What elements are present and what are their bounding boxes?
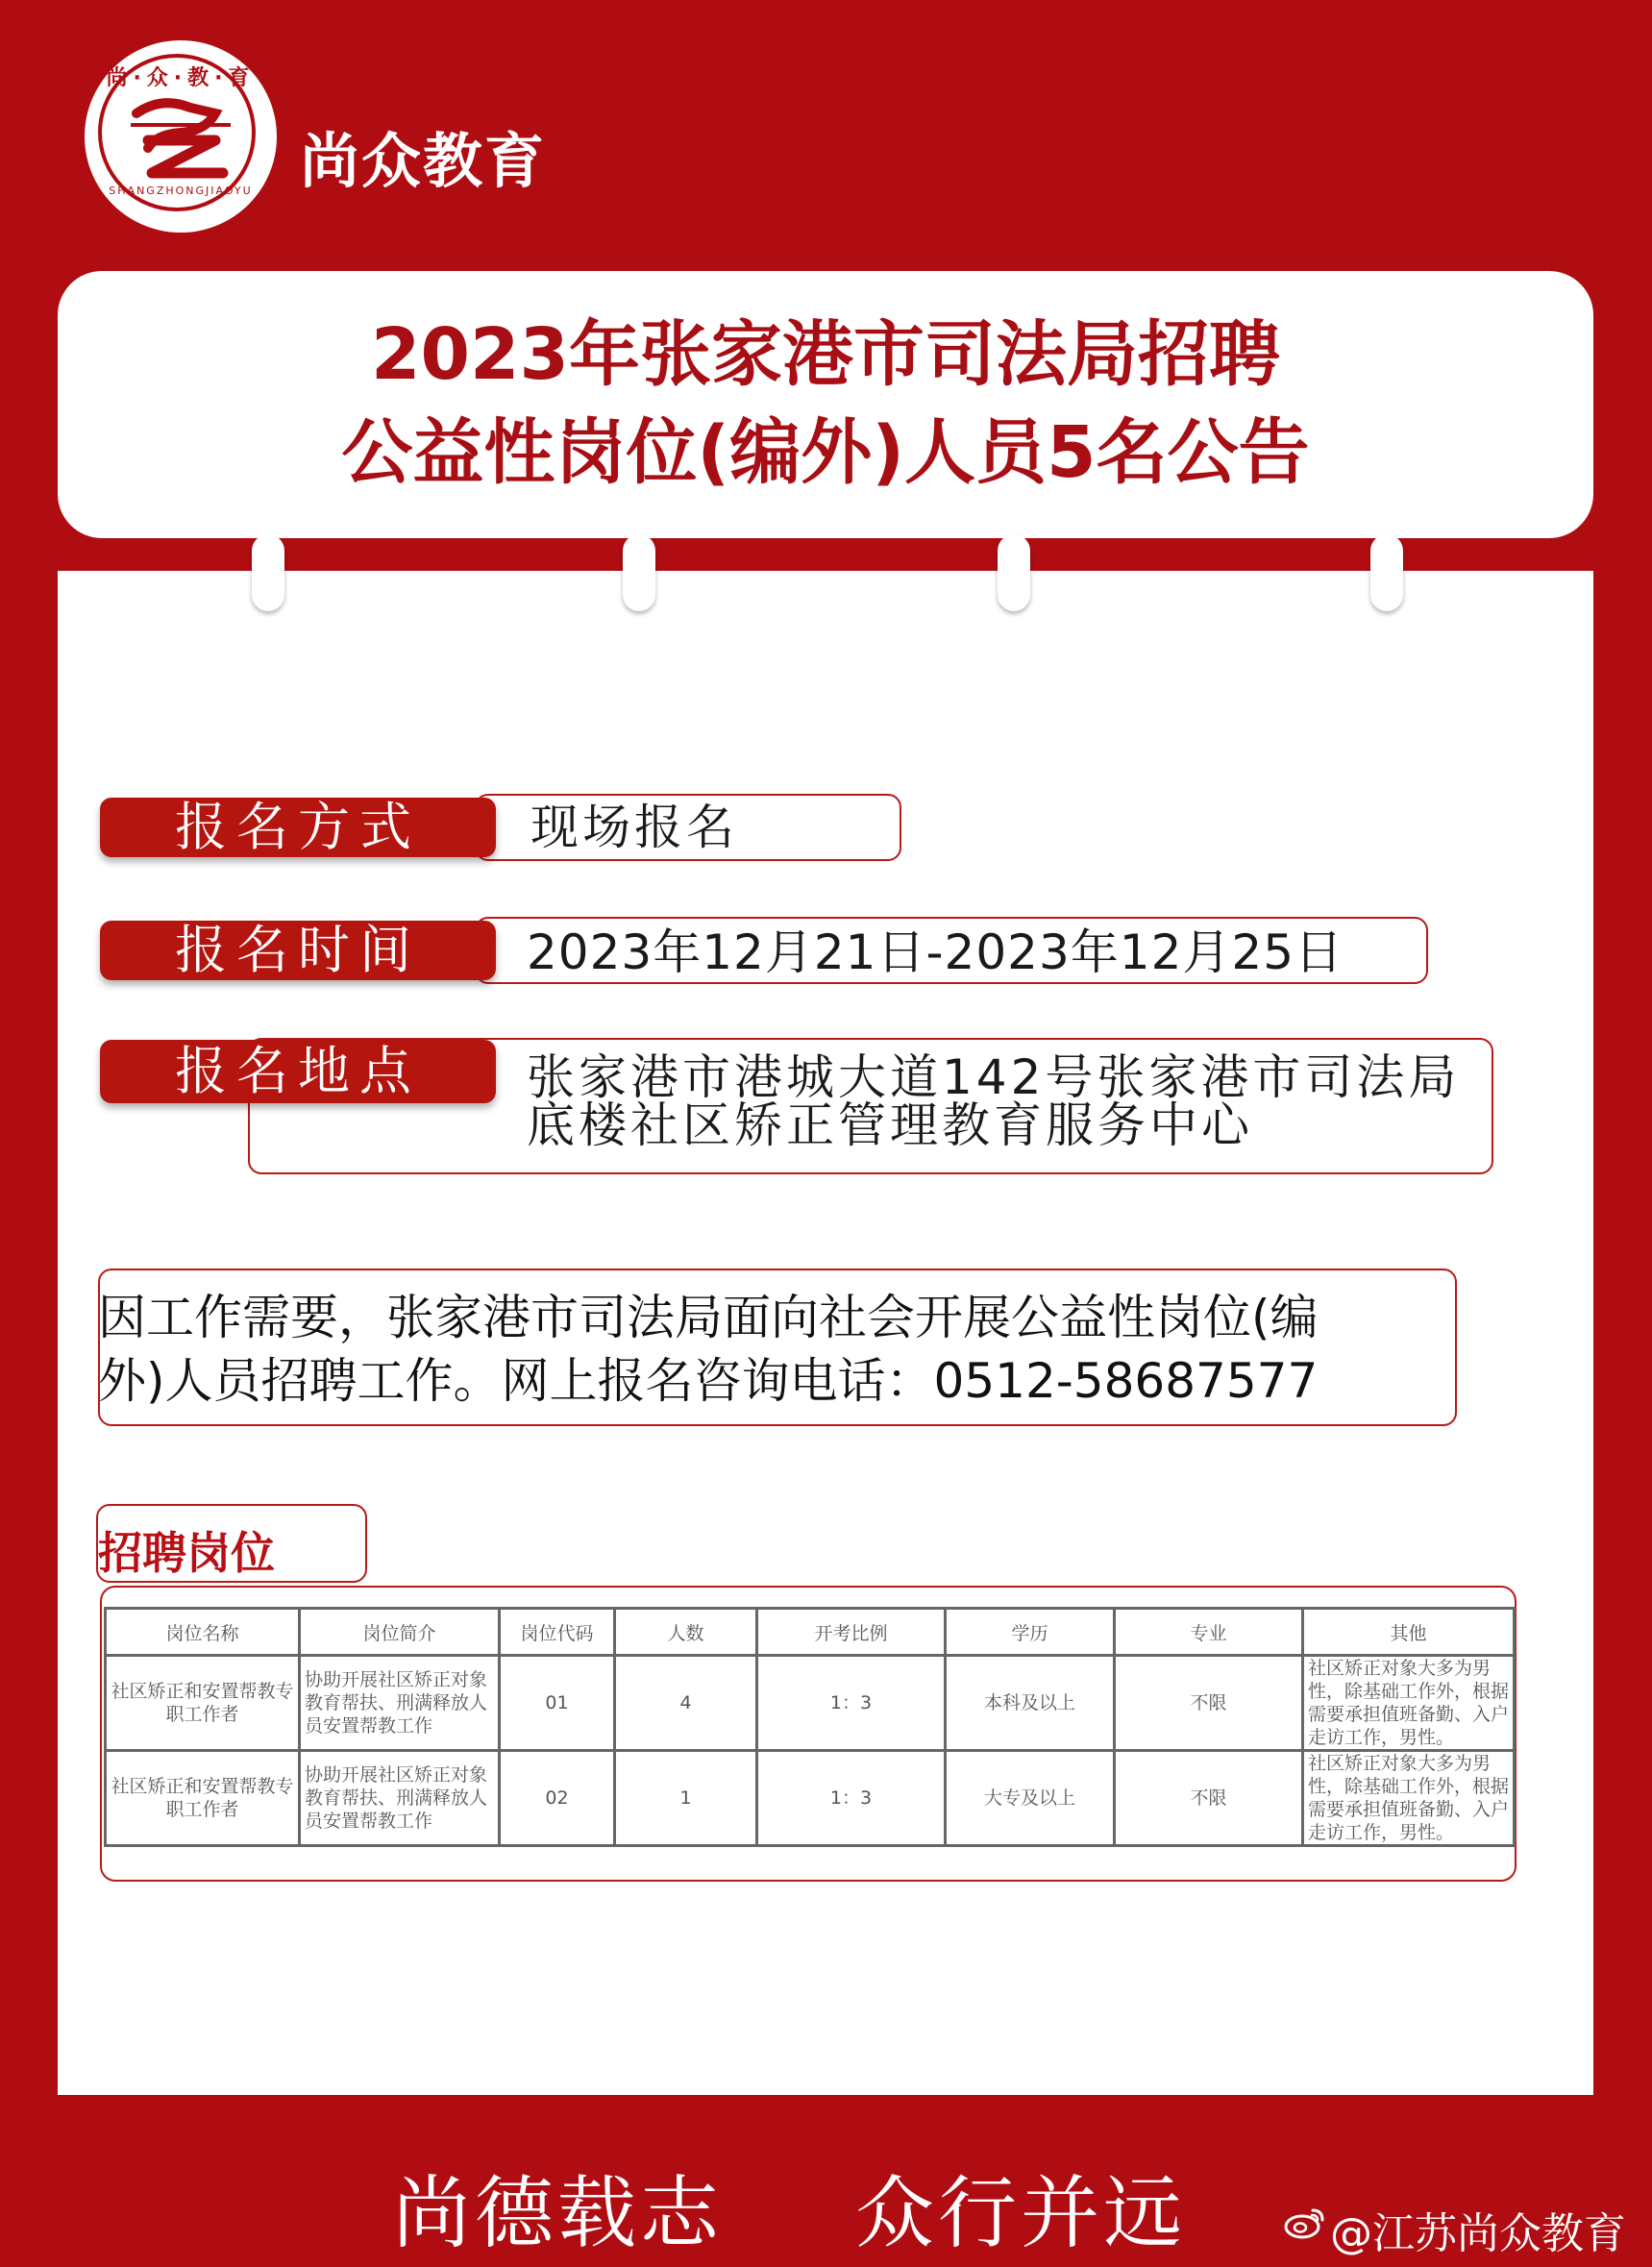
cell-other: 社区矫正对象大多为男性，除基础工作外，根据需要承担值班备勤、入户走访工作，男性。 xyxy=(1303,1751,1515,1846)
binder-tab xyxy=(252,534,284,611)
cell-major: 不限 xyxy=(1115,1656,1303,1751)
intro-text xyxy=(98,1286,1463,1413)
time-label: 报名时间 xyxy=(100,921,496,980)
title-card xyxy=(58,271,1593,538)
header-cell: 岗位简介 xyxy=(300,1609,500,1656)
job-table xyxy=(104,1607,1516,1847)
method-label: 报名方式 xyxy=(100,798,496,857)
intro-line-2: 外)人员招聘工作。网上报名咨询电话：0512-58687577 xyxy=(98,1353,1319,1409)
footer-slogan-2: 众行并远 xyxy=(855,2168,1187,2259)
binder-tab xyxy=(623,534,655,611)
place-value-line-1: 张家港市港城大道142号张家港市司法局 xyxy=(527,1049,1461,1105)
binder-tab xyxy=(1370,534,1403,611)
intro-line-1: 因工作需要，张家港市司法局面向社会开展公益性岗位(编 xyxy=(98,1290,1319,1345)
table-header-row xyxy=(106,1609,1515,1656)
cell-exam-ratio: 1：3 xyxy=(757,1656,946,1751)
cell-position-code: 02 xyxy=(500,1751,615,1846)
header-cell: 岗位名称 xyxy=(106,1609,300,1656)
cell-position-intro: 协助开展社区矫正对象教育帮扶、刑满释放人员安置帮教工作 xyxy=(300,1751,500,1846)
cell-position-name: 社区矫正和安置帮教专职工作者 xyxy=(106,1656,300,1751)
time-value: 2023年12月21日-2023年12月25日 xyxy=(527,924,1344,980)
cell-education: 大专及以上 xyxy=(946,1751,1115,1846)
logo-bottom-text: SHANGZHONGJIAOYU xyxy=(109,185,253,197)
header-cell: 学历 xyxy=(946,1609,1115,1656)
cell-headcount: 1 xyxy=(615,1751,757,1846)
header-cell: 人数 xyxy=(615,1609,757,1656)
cell-headcount: 4 xyxy=(615,1656,757,1751)
method-value: 现场报名 xyxy=(530,800,738,855)
header-cell: 专业 xyxy=(1115,1609,1303,1656)
title-line-1: 2023年张家港市司法局招聘 xyxy=(371,313,1280,396)
cell-major: 不限 xyxy=(1115,1751,1303,1846)
footer-slogan-1: 尚德载志 xyxy=(392,2168,724,2259)
header-cell: 岗位代码 xyxy=(500,1609,615,1656)
cell-other: 社区矫正对象大多为男性，除基础工作外，根据需要承担值班备勤、入户走访工作，男性。 xyxy=(1303,1656,1515,1751)
place-value-line-2: 底楼社区矫正管理教育服务中心 xyxy=(527,1097,1253,1153)
logo-sz-mark-icon xyxy=(123,92,238,181)
cell-position-code: 01 xyxy=(500,1656,615,1751)
cell-exam-ratio: 1：3 xyxy=(757,1751,946,1846)
logo-top-text: 尚·众·教·育 xyxy=(106,66,256,90)
title-line-2: 公益性岗位(编外)人员5名公告 xyxy=(341,411,1310,494)
header-cell: 开考比例 xyxy=(757,1609,946,1656)
header-cell: 其他 xyxy=(1303,1609,1515,1656)
cell-position-intro: 协助开展社区矫正对象教育帮扶、刑满释放人员安置帮教工作 xyxy=(300,1656,500,1751)
place-label: 报名地点 xyxy=(100,1040,496,1103)
weibo-handle[interactable]: @江苏尚众教育 xyxy=(1330,2209,1626,2258)
cell-education: 本科及以上 xyxy=(946,1656,1115,1751)
weibo-icon xyxy=(1284,2206,1326,2239)
table-row xyxy=(106,1751,1515,1846)
brand-logo xyxy=(85,40,277,233)
section-title: 招聘岗位 xyxy=(98,1527,275,1579)
table-row xyxy=(106,1656,1515,1751)
brand-name: 尚众教育 xyxy=(300,126,547,196)
cell-position-name: 社区矫正和安置帮教专职工作者 xyxy=(106,1751,300,1846)
binder-tab xyxy=(998,534,1030,611)
